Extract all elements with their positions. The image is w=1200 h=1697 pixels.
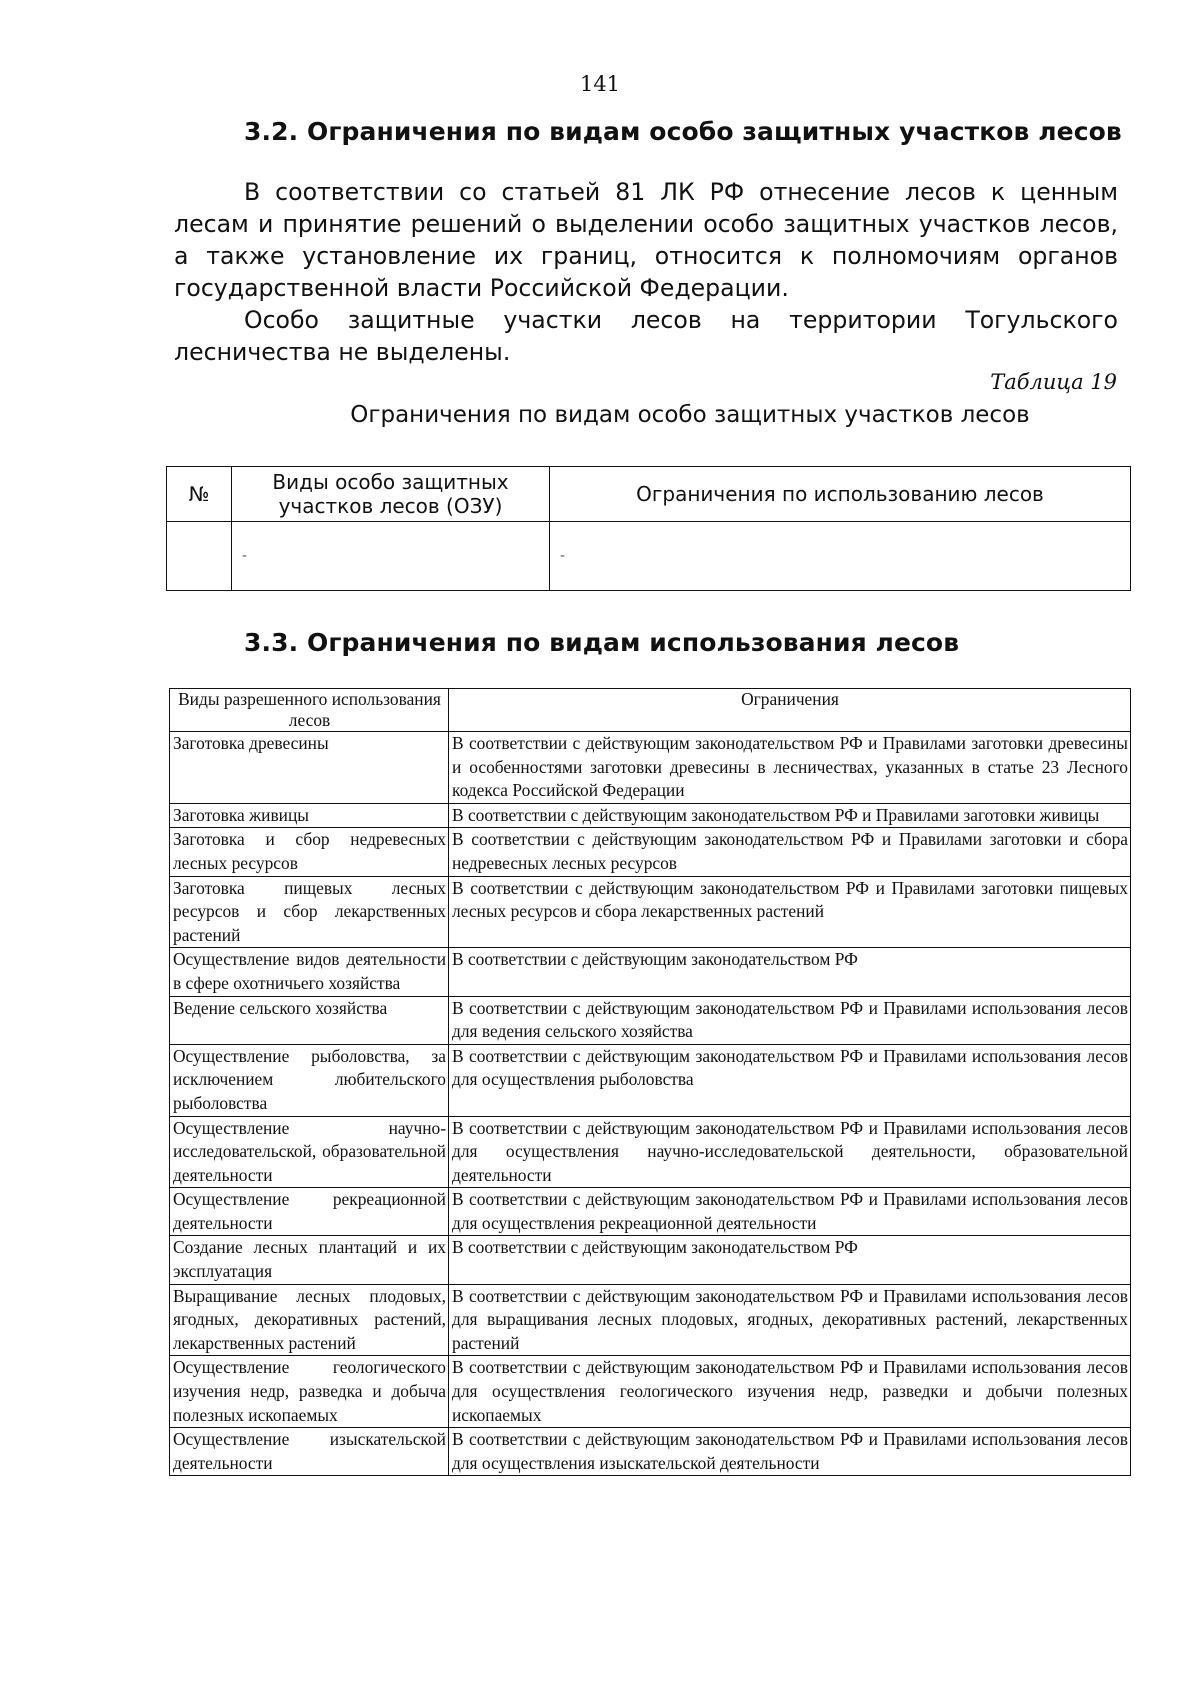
section-body-3-2 bbox=[174, 176, 1118, 368]
section-heading-3-3: 3.3. Ограничения по видам использования лесов bbox=[244, 628, 960, 657]
header-cell-restrictions: Ограничения bbox=[449, 689, 1131, 732]
table-cell: - bbox=[232, 522, 550, 591]
use-type-cell: Создание лесных плантаций и их эксплуатация bbox=[170, 1236, 449, 1284]
restriction-cell: В соответствии с действующим законодательством РФ и Правилами заготовки живицы bbox=[449, 803, 1131, 828]
restriction-cell: В соответствии с действующим законодательством РФ и Правилами использования лесов для осуществления рыболовства bbox=[449, 1044, 1131, 1116]
use-type-cell: Заготовка живицы bbox=[170, 803, 449, 828]
table-row bbox=[170, 803, 1131, 828]
table-row bbox=[170, 1044, 1131, 1116]
table-row bbox=[170, 1356, 1131, 1428]
table-header-row bbox=[167, 467, 1131, 522]
paragraph: В соответствии со статьей 81 ЛК РФ отнесение лесов к ценным лесам и принятие решений о выделении особо защитных участков лесов, а также установление их границ, относится к полномочиям органов государственной власти Российской Федерации. bbox=[174, 178, 1118, 302]
table-title: Ограничения по видам особо защитных участков лесов bbox=[350, 402, 1030, 428]
restriction-cell: В соответствии с действующим законодательством РФ и Правилами использования лесов для ведения сельского хозяйства bbox=[449, 996, 1131, 1044]
table-row bbox=[170, 1428, 1131, 1476]
header-cell-restrictions: Ограничения по использованию лесов bbox=[550, 467, 1131, 522]
use-type-cell: Выращивание лесных плодовых, ягодных, декоративных растений, лекарственных растений bbox=[170, 1284, 449, 1356]
section-heading-3-2: 3.2. Ограничения по видам особо защитных участков лесов bbox=[244, 117, 1122, 146]
table-19 bbox=[166, 466, 1131, 591]
table-cell: - bbox=[550, 522, 1131, 591]
table-row bbox=[170, 1236, 1131, 1284]
table-caption: Таблица 19 bbox=[990, 370, 1117, 394]
header-cell-ozu-types: Виды особо защитных участков лесов (ОЗУ) bbox=[232, 467, 550, 522]
table-row bbox=[167, 522, 1131, 591]
restriction-cell: В соответствии с действующим законодательством РФ и Правилами использования лесов для осуществления изыскательской деятельности bbox=[449, 1428, 1131, 1476]
use-type-cell: Заготовка и сбор недревесных лесных ресурсов bbox=[170, 828, 449, 876]
use-type-cell: Ведение сельского хозяйства bbox=[170, 996, 449, 1044]
use-type-cell: Заготовка пищевых лесных ресурсов и сбор лекарственных растений bbox=[170, 876, 449, 948]
restriction-cell: В соответствии с действующим законодательством РФ и Правилами использования лесов для выращивания лесных плодовых, ягодных, декоративных растений, лекарственных растений bbox=[449, 1284, 1131, 1356]
table-header-row bbox=[170, 689, 1131, 732]
use-type-cell: Осуществление рыболовства, за исключением любительского рыболовства bbox=[170, 1044, 449, 1116]
table-row bbox=[170, 996, 1131, 1044]
table-forest-use-restrictions bbox=[169, 688, 1131, 1476]
table-row bbox=[170, 948, 1131, 996]
use-type-cell: Заготовка древесины bbox=[170, 732, 449, 804]
use-type-cell: Осуществление научно-исследовательской, образовательной деятельности bbox=[170, 1116, 449, 1188]
use-type-cell: Осуществление геологического изучения недр, разведка и добыча полезных ископаемых bbox=[170, 1356, 449, 1428]
use-type-cell: Осуществление изыскательской деятельности bbox=[170, 1428, 449, 1476]
restriction-cell: В соответствии с действующим законодательством РФ bbox=[449, 948, 1131, 996]
page-number: 141 bbox=[579, 72, 621, 96]
restriction-cell: В соответствии с действующим законодательством РФ bbox=[449, 1236, 1131, 1284]
restriction-cell: В соответствии с действующим законодательством РФ и Правилами заготовки и сбора недревесных лесных ресурсов bbox=[449, 828, 1131, 876]
header-cell-use-types: Виды разрешенного использования лесов bbox=[170, 689, 449, 732]
restriction-cell: В соответствии с действующим законодательством РФ и Правилами использования лесов для осуществления рекреационной деятельности bbox=[449, 1188, 1131, 1236]
table-row bbox=[170, 1284, 1131, 1356]
table-cell bbox=[167, 522, 232, 591]
table-body bbox=[170, 732, 1131, 1476]
use-type-cell: Осуществление видов деятельности в сфере охотничьего хозяйства bbox=[170, 948, 449, 996]
table-row bbox=[170, 828, 1131, 876]
restriction-cell: В соответствии с действующим законодательством РФ и Правилами заготовки древесины и особенностями заготовки древесины в лесничествах, указанных в статье 23 Лесного кодекса Российской Федерации bbox=[449, 732, 1131, 804]
use-type-cell: Осуществление рекреационной деятельности bbox=[170, 1188, 449, 1236]
restriction-cell: В соответствии с действующим законодательством РФ и Правилами заготовки пищевых лесных ресурсов и сбора лекарственных растений bbox=[449, 876, 1131, 948]
restriction-cell: В соответствии с действующим законодательством РФ и Правилами использования лесов для осуществления научно-исследовательской деятельности, образовательной деятельности bbox=[449, 1116, 1131, 1188]
header-cell-number: № bbox=[167, 467, 232, 522]
table-row bbox=[170, 876, 1131, 948]
table-row bbox=[170, 1116, 1131, 1188]
table-row bbox=[170, 1188, 1131, 1236]
table-row bbox=[170, 732, 1131, 804]
paragraph: Особо защитные участки лесов на территории Тогульского лесничества не выделены. bbox=[174, 306, 1118, 366]
restriction-cell: В соответствии с действующим законодательством РФ и Правилами использования лесов для осуществления геологического изучения недр, разведки и добычи полезных ископаемых bbox=[449, 1356, 1131, 1428]
